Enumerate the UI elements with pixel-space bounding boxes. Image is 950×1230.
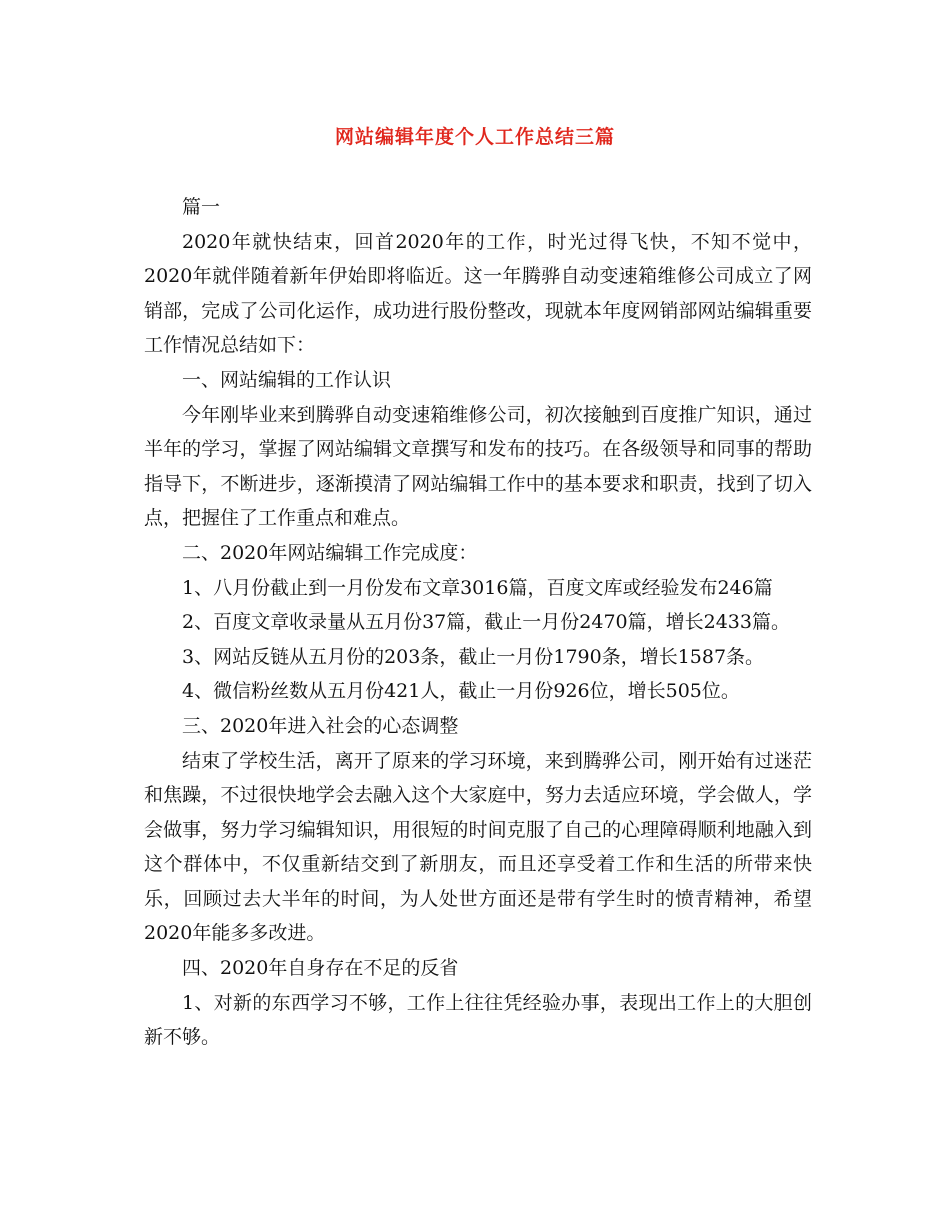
document-title: 网站编辑年度个人工作总结三篇 bbox=[334, 126, 615, 148]
list-item-articles: 1、八月份截止到一月份发布文章3016篇，百度文库或经验发布246篇 bbox=[182, 576, 773, 599]
list-item-indexing: 2、百度文章收录量从五月份37篇，截止一月份2470篇，增长2433篇。 bbox=[182, 611, 790, 634]
heading-work-understanding: 一、网站编辑的工作认识 bbox=[182, 368, 392, 391]
document-body bbox=[144, 190, 812, 1055]
heading-shortcomings: 四、2020年自身存在不足的反省 bbox=[182, 957, 459, 980]
list-item-shortcoming-1: 1、对新的东西学习不够，工作上往往凭经验办事，表现出工作上的大胆创新不够。 bbox=[144, 991, 812, 1049]
list-item-wechat-fans: 4、微信粉丝数从五月份421人，截止一月份926位，增长505位。 bbox=[182, 680, 740, 703]
paragraph-intro: 2020年就快结束，回首2020年的工作，时光过得飞快，不知不觉中，2020年就伴随着新年伊始即将临近。这一年腾骅自动变速箱维修公司成立了网销部，完成了公司化运作，成功进行股份整改，现就本年度网销部网站编辑重要工作情况总结如下： bbox=[144, 230, 812, 357]
list-item-backlinks: 3、网站反链从五月份的203条，截止一月份1790条，增长1587条。 bbox=[182, 645, 765, 668]
paragraph-work-understanding: 今年刚毕业来到腾骅自动变速箱维修公司，初次接触到百度推广知识，通过半年的学习，掌握了网站编辑文章撰写和发布的技巧。在各级领导和同事的帮助指导下，不断进步，逐渐摸清了网站编辑工作中的基本要求和职责，找到了切入点，把握住了工作重点和难点。 bbox=[144, 403, 812, 530]
paragraph-mindset: 结束了学校生活，离开了原来的学习环境，来到腾骅公司，刚开始有过迷茫和焦躁，不过很快地学会去融入这个大家庭中，努力去适应环境，学会做人，学会做事，努力学习编辑知识，用很短的时间克服了自己的心理障碍顺利地融入到这个群体中，不仅重新结交到了新朋友，而且还享受着工作和生活的所带来快乐，回顾过去大半年的时间，为人处世方面还是带有学生时的愤青精神，希望2020年能多多改进。 bbox=[144, 749, 812, 945]
heading-completion: 二、2020年网站编辑工作完成度： bbox=[182, 541, 478, 564]
heading-mindset: 三、2020年进入社会的心态调整 bbox=[182, 714, 459, 737]
paragraph-section-label: 篇一 bbox=[182, 196, 221, 218]
